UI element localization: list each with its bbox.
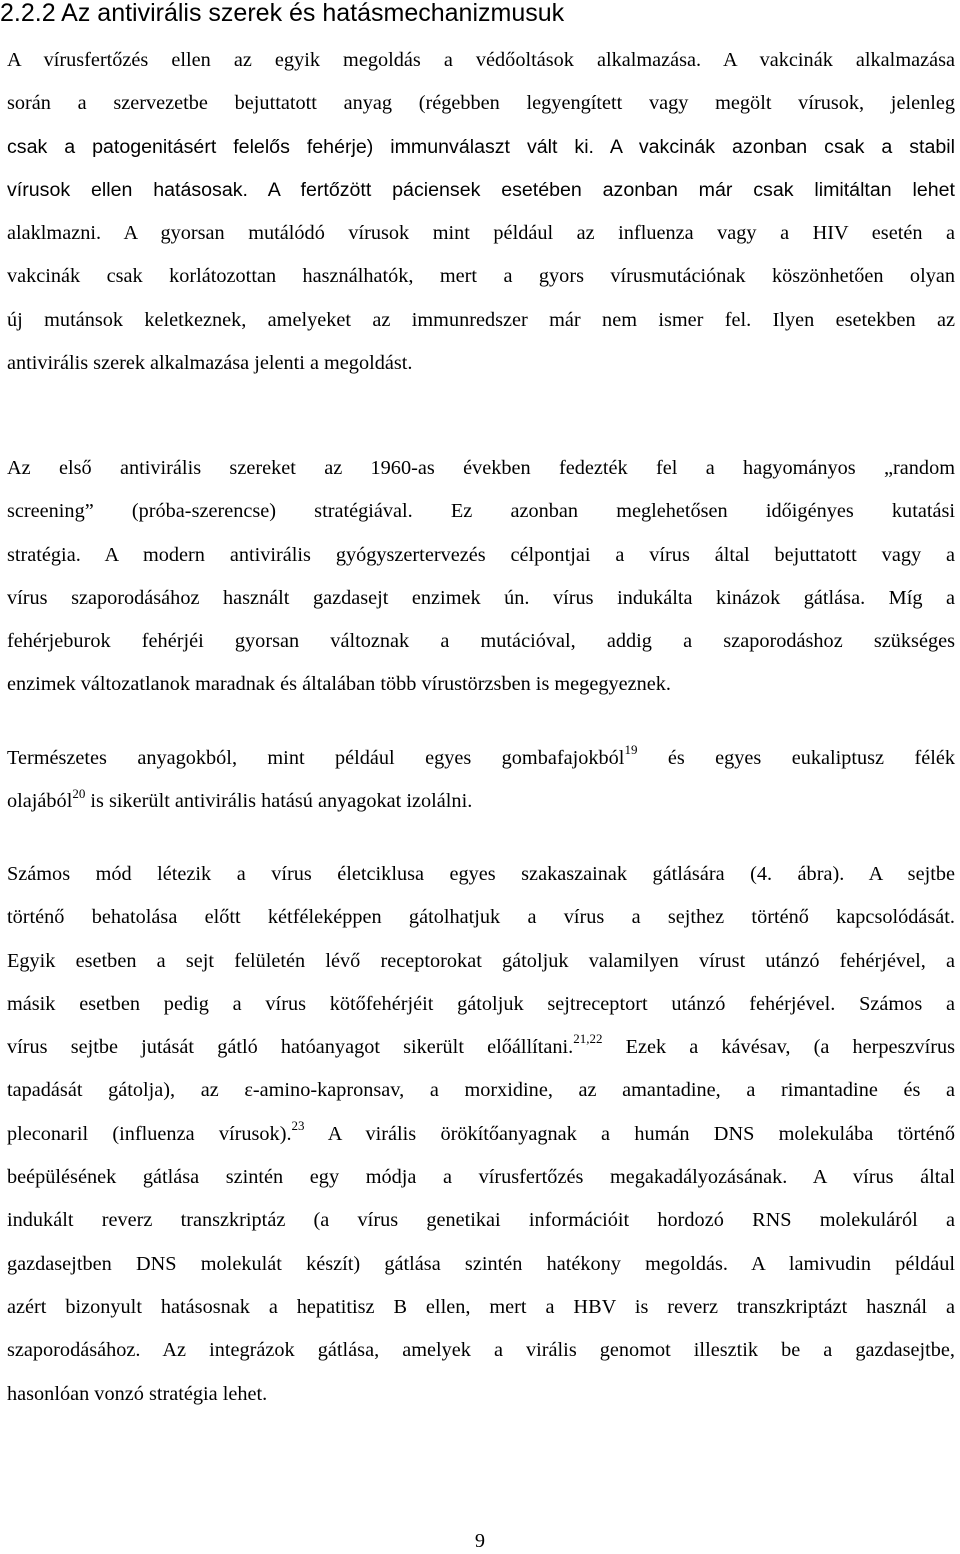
text-segment: pleconaril (influenza vírusok). <box>7 1122 292 1145</box>
text-line: antivirális szerek alkalmazása jelenti a megoldást. <box>7 352 413 375</box>
text-line: történő behatolása előtt kétféleképpen gátolhatjuk a vírus a sejthez történő kapcsolódását. <box>7 906 955 929</box>
text-line: fehérjeburok fehérjéi gyorsan változnak a mutációval, addig a szaporodáshoz szükséges <box>7 630 955 653</box>
text-segment: Ezek a kávésav, (a herpeszvírus <box>602 1036 955 1059</box>
text-line: új mutánsok keletkeznek, amelyeket az immunredszer már nem ismer fel. Ilyen esetekben az <box>7 308 955 331</box>
text-line <box>7 1026 955 1069</box>
paragraph-lifecycle-inhibition <box>7 853 955 1416</box>
text-line: vírusok ellen hatásosak. A fertőzött páciensek esetében azonban már csak limitáltan lehet <box>7 178 955 201</box>
text-line: Számos mód létezik a vírus életciklusa egyes szakaszainak gátlására (4. ábra). A sejtbe <box>7 863 955 885</box>
footnote-ref: 19 <box>624 742 638 758</box>
text-segment: A virális örökítőanyagnak a humán DNS molekulába történő <box>304 1122 955 1145</box>
text-segment: vírus sejtbe jutását gátló hatóanyagot sikerült előállítani. <box>7 1036 574 1059</box>
text-line: vírus szaporodásához használt gazdasejt enzimek ún. vírus indukálta kinázok gátlása. Míg a <box>7 586 955 609</box>
text-line: indukált reverz transzkriptáz (a vírus genetikai információit hordozó RNS molekuláról a <box>7 1209 955 1232</box>
text-line <box>7 1113 955 1156</box>
text-line: Az első antivirális szereket az 1960-as években fedezték fel a hagyományos „random <box>7 457 955 479</box>
text-segment: Természetes anyagokból, mint például egyes gombafajokból <box>7 747 625 769</box>
text-line: stratégia. A modern antivirális gyógyszertervezés célpontjai a vírus által bejuttatott vagy a <box>7 543 955 566</box>
text-line: szaporodásához. Az integrázok gátlása, amelyek a virális genomot illesztik be a gazdasejtbe, <box>7 1339 955 1362</box>
text-segment: is sikerült antivirális hatású anyagokat izolálni. <box>85 790 473 813</box>
text-line: enzimek változatlanok maradnak és általában több vírustörzsben is megegyeznek. <box>7 673 671 696</box>
text-line: másik esetben pedig a vírus kötőfehérjéit gátoljuk sejtreceptort utánzó fehérjével. Számos a <box>7 992 955 1015</box>
text-segment: olajából <box>7 790 73 813</box>
paragraph-vaccines <box>7 39 955 385</box>
paragraph-drug-design <box>7 447 955 707</box>
text-line <box>7 737 955 780</box>
footnote-ref: 21,22 <box>573 1031 603 1047</box>
text-segment: és egyes eukaliptusz félék <box>637 747 955 769</box>
page-number: 9 <box>474 1530 486 1552</box>
text-line: hasonlóan vonzó stratégia lehet. <box>7 1382 268 1405</box>
text-line: vakcinák csak korlátozottan használhatók, mert a gyors vírusmutációnak köszönhetően olyan <box>7 265 955 288</box>
text-line: azért bizonyult hatásosnak a hepatitisz B ellen, mert a HBV is reverz transzkriptázt használ a <box>7 1295 955 1318</box>
text-line: Egyik esetben a sejt felületén lévő receptorokat gátoljuk valamilyen vírust utánzó fehérjével, a <box>7 949 955 972</box>
text-line: beépülésének gátlása szintén egy módja a vírusfertőzés megakadályozásának. A vírus által <box>7 1166 955 1189</box>
text-line: screening” (próba-szerencse) stratégiával. Ez azonban meglehetősen időigényes kutatási <box>7 500 955 523</box>
text-line: A vírusfertőzés ellen az egyik megoldás a védőoltások alkalmazása. A vakcinák alkalmazása <box>7 49 955 71</box>
footnote-ref: 23 <box>291 1118 305 1134</box>
section-heading: 2.2.2 Az antivirális szerek és hatásmechanizmusuk <box>0 0 565 27</box>
text-line: tapadását gátolja), az ε-amino-kapronsav, a morxidine, az amantadine, a rimantadine és a <box>7 1079 955 1102</box>
text-line <box>7 780 955 823</box>
text-line: során a szervezetbe bejuttatott anyag (régebben legyengített vagy megölt vírusok, jelenleg <box>7 92 955 115</box>
paragraph-natural-sources <box>7 737 955 824</box>
text-line: alaklmazni. A gyorsan mutálódó vírusok mint például az influenza vagy a HIV esetén a <box>7 222 955 245</box>
text-line: gazdasejtben DNS molekulát készít) gátlása szintén hatékony megoldás. A lamivudin például <box>7 1252 955 1275</box>
footnote-ref: 20 <box>72 785 86 801</box>
text-line: csak a patogenitásért felelős fehérje) immunválaszt vált ki. A vakcinák azonban csak a stabil <box>7 135 955 158</box>
